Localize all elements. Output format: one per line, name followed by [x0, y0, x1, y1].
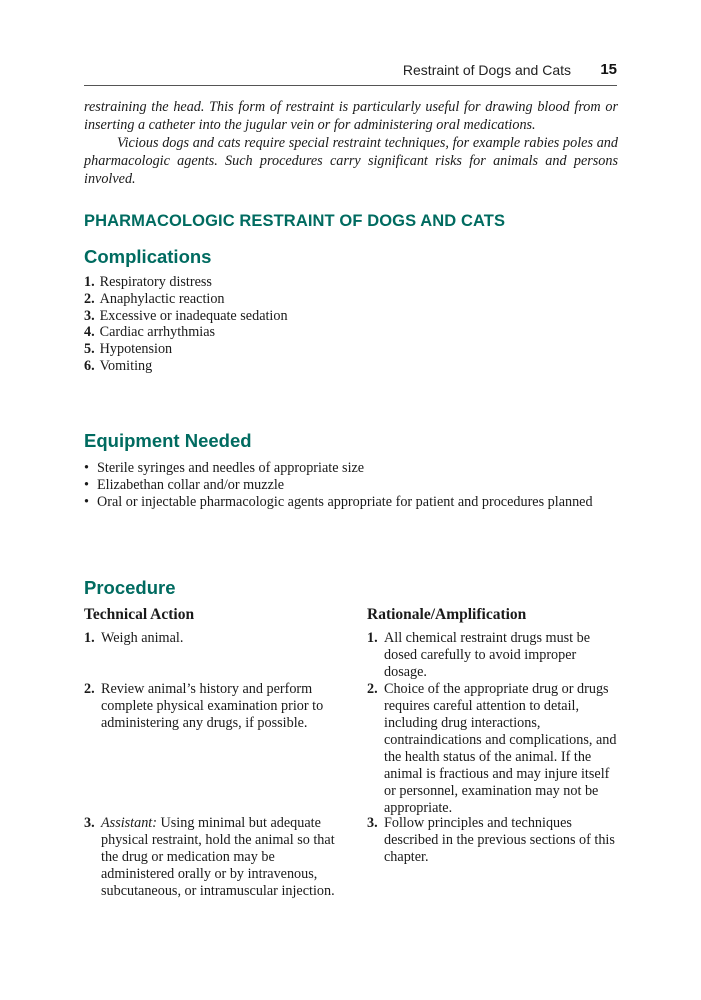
- rationale-step-1: [367, 630, 617, 681]
- step-number: 2.: [84, 681, 95, 697]
- equipment-heading: Equipment Needed: [84, 430, 252, 451]
- step-number: 3.: [367, 815, 378, 831]
- step-number: 1.: [367, 630, 378, 646]
- item-number: 4.: [84, 324, 95, 341]
- item-text: Vomiting: [99, 357, 153, 374]
- item-number: 5.: [84, 341, 95, 358]
- step-text: [84, 815, 339, 900]
- step-text: Review animal’s history and perform complete physical examination prior to administering any drugs, if possible.: [101, 681, 324, 731]
- step-text: Weigh animal.: [101, 630, 184, 646]
- rationale-step-3: [367, 815, 617, 866]
- rationale-heading: Rationale/Amplification: [367, 606, 527, 623]
- item-text: Sterile syringes and needles of appropriate size: [97, 460, 365, 476]
- step-text: All chemical restraint drugs must be dosed carefully to avoid improper dosage.: [384, 630, 591, 680]
- list-item: [84, 274, 288, 291]
- action-step-3: [84, 815, 339, 900]
- item-number: 6.: [84, 357, 95, 374]
- item-number: 2.: [84, 290, 95, 307]
- item-number: 3.: [84, 307, 95, 324]
- list-item: [84, 324, 288, 341]
- step-number: 3.: [84, 815, 95, 831]
- bullet-icon: •: [84, 477, 89, 493]
- page-number: 15: [600, 61, 617, 78]
- item-text: Cardiac arrhythmias: [99, 324, 216, 341]
- item-text: Excessive or inadequate sedation: [99, 307, 288, 324]
- list-item: [84, 477, 618, 494]
- intro-paragraph-2: Vicious dogs and cats require special restraint techniques, for example rabies poles and pharmacologic agents. Such procedures carry significant risks for animals and persons involved.: [84, 135, 618, 187]
- item-number: 1.: [84, 274, 95, 290]
- list-item: [84, 460, 618, 477]
- action-step-2: [84, 681, 339, 732]
- list-item: [84, 291, 288, 308]
- step-number: 1.: [84, 630, 95, 646]
- running-head: [84, 61, 617, 86]
- assistant-label: Assistant:: [101, 815, 157, 831]
- rationale-step-2: [367, 681, 617, 817]
- procedure-heading: Procedure: [84, 577, 176, 598]
- list-item: [84, 494, 618, 511]
- item-text: Hypotension: [99, 341, 173, 358]
- list-item: [84, 358, 288, 375]
- item-text: Respiratory distress: [99, 274, 212, 290]
- item-text: Elizabethan collar and/or muzzle: [97, 477, 285, 493]
- step-body: Using minimal but adequate physical restraint, hold the animal so that the drug or medication may be administered orally or by intravenous, subcutaneous, or intramuscular injection.: [101, 815, 335, 899]
- step-text: Choice of the appropriate drug or drugs requires careful attention to detail, including drug interactions, contraindications and complications, and the health status of the animal. If the animal is fractious and may injure itself or personnel, examination may not be appropriate.: [384, 681, 617, 816]
- intro-text: [84, 98, 618, 188]
- step-text: Follow principles and techniques described in the previous sections of this chapter.: [384, 815, 615, 865]
- intro-paragraph-1: restraining the head. This form of restraint is particularly useful for drawing blood from or inserting a catheter into the jugular vein or for administering oral medications.: [84, 99, 618, 133]
- technical-action-heading: Technical Action: [84, 606, 195, 623]
- step-number: 2.: [367, 681, 378, 697]
- list-item: [84, 341, 288, 358]
- running-title: Restraint of Dogs and Cats: [402, 62, 571, 78]
- bullet-icon: •: [84, 460, 89, 476]
- complications-list: [84, 274, 288, 375]
- item-text: Anaphylactic reaction: [99, 290, 225, 307]
- item-text: Oral or injectable pharmacologic agents appropriate for patient and procedures planned: [97, 494, 593, 510]
- equipment-list: [84, 460, 618, 511]
- complications-heading: Complications: [84, 246, 212, 267]
- main-heading: PHARMACOLOGIC RESTRAINT OF DOGS AND CATS: [84, 212, 506, 230]
- list-item: [84, 308, 288, 325]
- action-step-1: [84, 630, 339, 647]
- bullet-icon: •: [84, 494, 89, 510]
